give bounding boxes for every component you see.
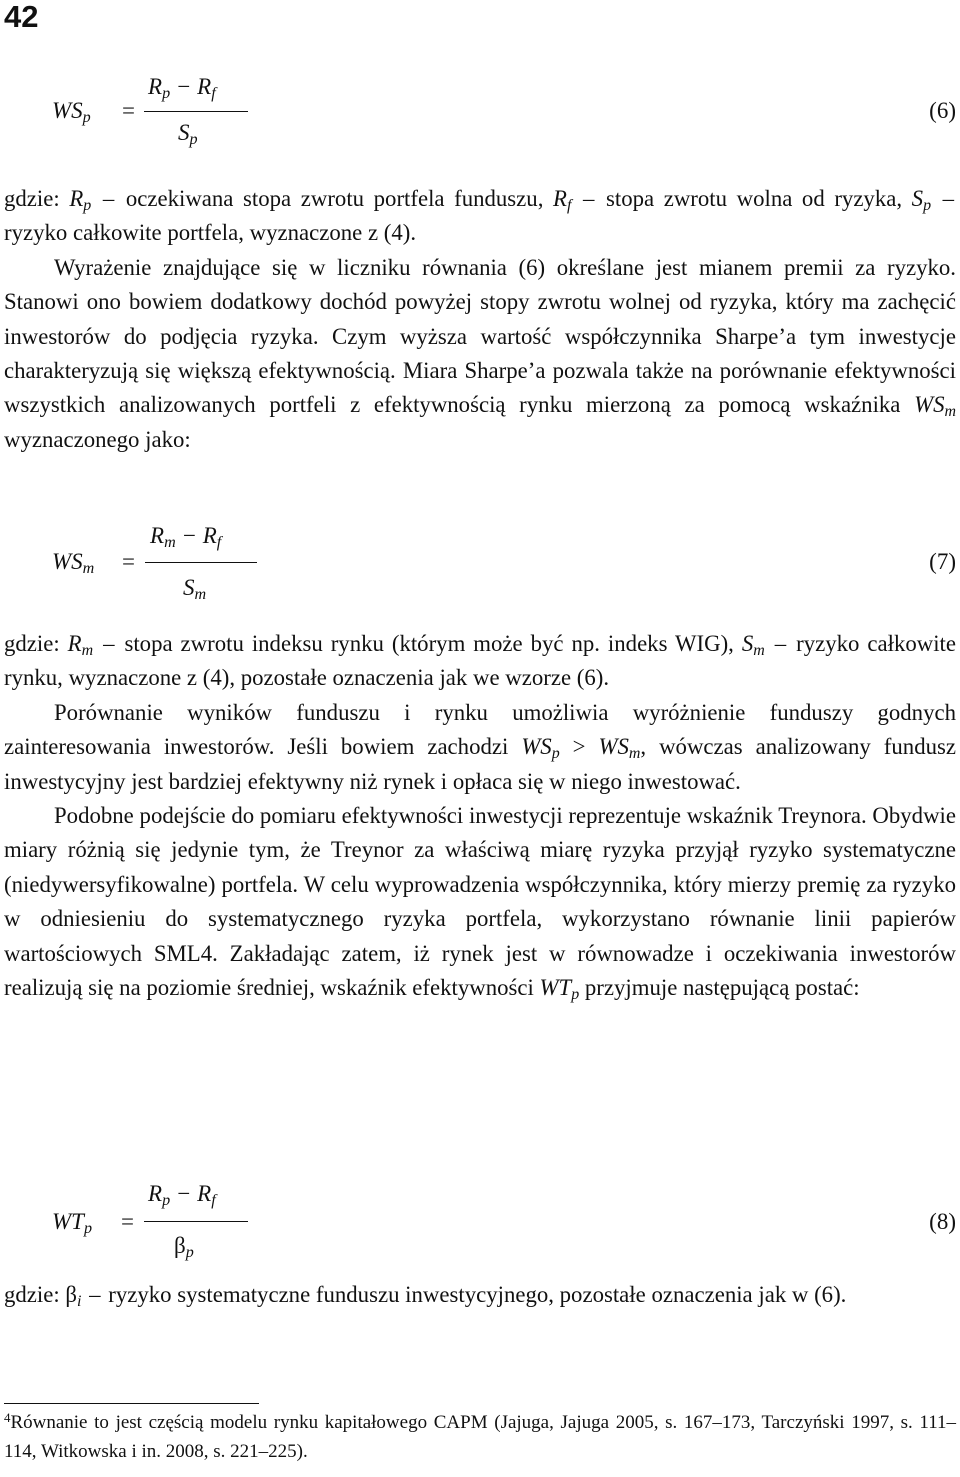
eq7-fraction-bar bbox=[145, 562, 257, 563]
eq6-number: (6) bbox=[929, 98, 956, 123]
page-number: 42 bbox=[4, 0, 39, 34]
text-block-2 bbox=[4, 627, 956, 1005]
eq6-fraction-bar bbox=[144, 111, 248, 112]
eq6-lhs: $WS_p$ bbox=[52, 98, 91, 127]
equation-7 bbox=[0, 515, 956, 615]
eq6-numerator: $R_p - R_f$ bbox=[148, 74, 216, 103]
paragraph-comparison: Porównanie wyników funduszu i rynku umożliwia wyróżnienie funduszy godnych zainteresowania inwestorów. Jeśli bowiem zachodzi $WS_p > WS_m$, wówczas analizowany fundusz inwestycyjny jest bardziej efektywny niż rynek i opłaca się w niego inwestować. bbox=[4, 699, 956, 794]
paragraph-treynor: Podobne podejście do pomiaru efektywności inwestycji reprezentuje wskaźnik Treynora. Obydwie miary różnią się jedynie tym, że Treynor za właściwą miarę ryzyka przyjął ryzyko systematyczne (niedywersyfikowalne) portfela. W celu wyprowadzenia współczynnika, który mierzy premię za ryzyko w odniesieniu do systematycznego ryzyka portfela, wykorzystano równanie linii papierów wartościowych SML4. Zakładając zatem, iż rynek jest w równowadze i oczekiwania inwestorów realizują się na poziomie średniej, wskaźnik efektywności $WT_p$ przyjmuje następującą postać: bbox=[4, 803, 956, 1004]
equation-6 bbox=[0, 70, 956, 160]
equation-8 bbox=[0, 1175, 956, 1275]
eq8-lhs: $WT_p$ bbox=[52, 1209, 92, 1238]
definitions-eq7: gdzie: $R_m$ – stopa zwrotu indeksu rynku (którym może być np. indeks WIG), $S_m$ – ryzyko całkowite rynku, wyznaczone z (4), pozostałe oznaczenia jak we wzorze (6). bbox=[4, 631, 956, 691]
eq8-number: (8) bbox=[929, 1209, 956, 1234]
eq8-fraction-bar bbox=[144, 1221, 248, 1222]
text-block-3 bbox=[4, 1278, 956, 1312]
text-block-1 bbox=[4, 182, 956, 457]
eq7-lhs: $WS_m$ bbox=[52, 549, 95, 578]
footnote-text: $^4$Równanie to jest częścią modelu rynku kapitałowego CAPM (Jajuga, Jajuga 2005, s. 167–173, Tarczyński 1997, s. 111–114, Witkowska i in. 2008, s. 221–225). bbox=[4, 1410, 956, 1462]
eq8-numerator: $R_p - R_f$ bbox=[148, 1181, 216, 1210]
eq7-number: (7) bbox=[929, 549, 956, 574]
eq7-denominator: $S_m$ bbox=[183, 575, 207, 604]
paragraph-risk-premium: Wyrażenie znajdujące się w liczniku równania (6) określane jest mianem premii za ryzyko. Stanowi ono bowiem dodatkowy dochód powyżej stopy zwrotu wolnej od ryzyka, który ma zachęcić inwestorów do podjęcia ryzyka. Czym wyższa wartość współczynnika Sharpe’a tym inwestycje charakteryzują się większą efektywnością. Miara Sharpe’a pozwala także na porównanie efektywności wszystkich analizowanych portfeli z efektywnością rynku mierzoną za pomocą wskaźnika $WS_m$ wyznaczonego jako: bbox=[4, 254, 956, 452]
eq6-denominator: $S_p$ bbox=[178, 120, 198, 149]
eq7-numerator: $R_m - R_f$ bbox=[150, 523, 222, 552]
eq6-equals: = bbox=[122, 98, 135, 123]
eq8-denominator: $\beta_p$ bbox=[174, 1233, 194, 1262]
definitions-eq6: gdzie: $R_p$ – oczekiwana stopa zwrotu portfela funduszu, $R_f$ – stopa zwrotu wolna od ryzyka, $S_p$ – ryzyko całkowite portfela, wyznaczone z (4). bbox=[4, 186, 955, 246]
footnote-divider bbox=[4, 1403, 259, 1404]
eq7-equals: = bbox=[122, 549, 135, 574]
footnote bbox=[4, 1408, 956, 1466]
definitions-eq8: gdzie: $\beta_i$ – ryzyko systematyczne funduszu inwestycyjnego, pozostałe oznaczenia jak w (6). bbox=[4, 1282, 847, 1310]
eq8-equals: = bbox=[121, 1209, 134, 1234]
